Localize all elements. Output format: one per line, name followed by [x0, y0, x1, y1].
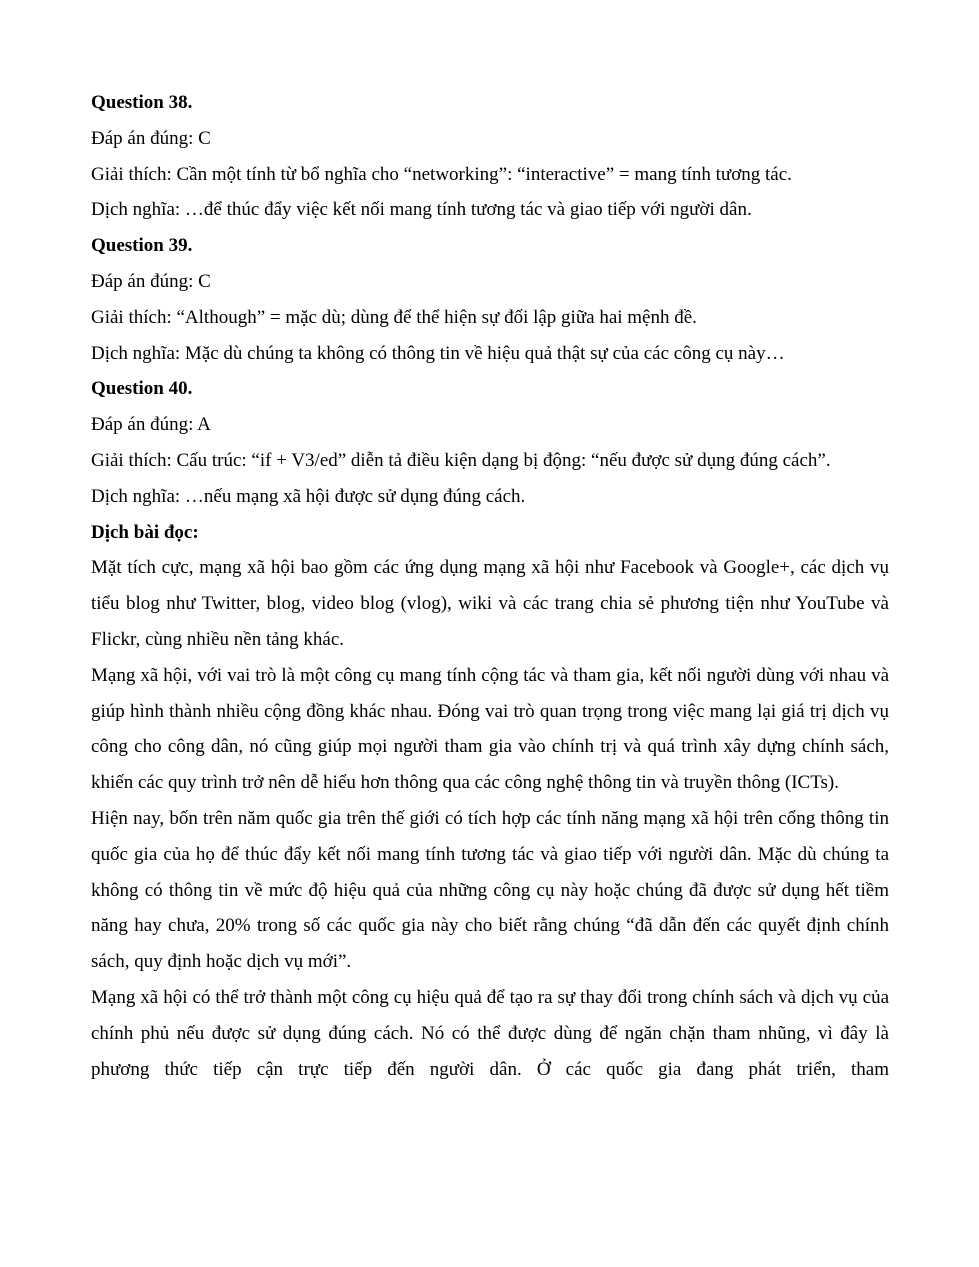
question-38-answer: Đáp án đúng: C	[91, 127, 211, 149]
question-38-title: Question 38.	[91, 92, 193, 113]
question-38-explanation: Giải thích: Cần một tính từ bổ nghĩa cho “networking”: “interactive” = mang tính tương tác.	[91, 163, 792, 185]
question-40-answer: Đáp án đúng: A	[91, 414, 211, 436]
reading-translation-title: Dịch bài đọc:	[91, 521, 199, 543]
question-40-translation: Dịch nghĩa: …nếu mạng xã hội được sử dụng đúng cách.	[91, 485, 526, 507]
document-content	[91, 85, 889, 1087]
reading-paragraph-2: Mạng xã hội, với vai trò là một công cụ mang tính cộng tác và tham gia, kết nối người dùng với nhau và giúp hình thành nhiều cộng đồng khác nhau. Đóng vai trò quan trọng trong việc mang lại giá trị dịch vụ công cho công dân, nó cũng giúp mọi người tham gia vào chính trị và quá trình xây dựng chính sách, khiến các quy trình trở nên dễ hiểu hơn thông qua các công nghệ thông tin và truyền thông (ICTs).	[91, 664, 889, 794]
reading-paragraph-4: Mạng xã hội có thể trở thành một công cụ hiệu quả để tạo ra sự thay đổi trong chính sách và dịch vụ của chính phủ nếu được sử dụng đúng cách. Nó có thể được dùng để ngăn chặn tham nhũng, vì đây là phương thức tiếp cận trực tiếp đến người dân. Ở các quốc gia đang phát triển, tham	[91, 986, 889, 1080]
question-39-title: Question 39.	[91, 235, 193, 257]
question-40-explanation: Giải thích: Cấu trúc: “if + V3/ed” diễn tả điều kiện dạng bị động: “nếu được sử dụng đúng cách”.	[91, 449, 831, 471]
reading-paragraph-3: Hiện nay, bốn trên năm quốc gia trên thế giới có tích hợp các tính năng mạng xã hội trên cổng thông tin quốc gia của họ để thúc đẩy kết nối mang tính tương tác và giao tiếp với người dân. Mặc dù chúng ta không có thông tin về mức độ hiệu quả của những công cụ này hoặc chúng đã được sử dụng hết tiềm năng hay chưa, 20% trong số các quốc gia này cho biết rằng chúng “đã dẫn đến các quyết định chính sách, quy định hoặc dịch vụ mới”.	[91, 807, 889, 973]
question-39-explanation: Giải thích: “Although” = mặc dù; dùng để thể hiện sự đối lập giữa hai mệnh đề.	[91, 306, 697, 328]
question-38-translation: Dịch nghĩa: …để thúc đẩy việc kết nối mang tính tương tác và giao tiếp với người dân.	[91, 199, 752, 221]
question-39-translation: Dịch nghĩa: Mặc dù chúng ta không có thông tin về hiệu quả thật sự của các công cụ này…	[91, 342, 785, 364]
question-40-title: Question 40.	[91, 378, 193, 400]
question-39-answer: Đáp án đúng: C	[91, 270, 211, 292]
reading-paragraph-1: Mặt tích cực, mạng xã hội bao gồm các ứng dụng mạng xã hội như Facebook và Google+, các dịch vụ tiểu blog như Twitter, blog, video blog (vlog), wiki và các trang chia sẻ phương tiện như YouTube và Flickr, cùng nhiều nền tảng khác.	[91, 557, 889, 650]
